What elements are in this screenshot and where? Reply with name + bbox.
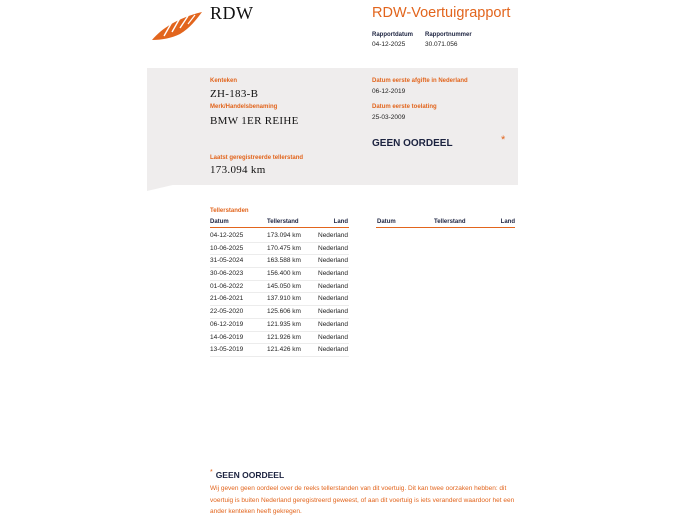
- cell-date: 30-06-2023: [210, 270, 244, 278]
- make-value: BMW 1ER REIHE: [210, 115, 299, 127]
- table-row: [210, 268, 349, 281]
- first-nl-value: 06-12-2019: [372, 88, 406, 95]
- table1-header-odometer: Tellerstand: [267, 219, 299, 225]
- table-row: [210, 255, 349, 268]
- cell-country: Nederland: [318, 333, 348, 341]
- cell-odometer: 121.926 km: [267, 333, 301, 341]
- cell-date: 31-05-2024: [210, 257, 244, 265]
- cell-odometer: 137.910 km: [267, 295, 301, 303]
- first-nl-label: Datum eerste afgifte in Nederland: [372, 78, 468, 84]
- readings-table: [210, 230, 349, 357]
- report-number-label: Rapportnummer: [425, 32, 472, 38]
- cell-odometer: 170.475 km: [267, 244, 301, 252]
- verdict-text: GEEN OORDEEL: [372, 138, 453, 149]
- cell-country: Nederland: [318, 346, 348, 354]
- vehicle-summary-panel: [147, 68, 518, 185]
- table-row: [210, 332, 349, 345]
- cell-country: Nederland: [318, 295, 348, 303]
- report-date-value: 04-12-2025: [372, 41, 406, 48]
- cell-date: 14-06-2019: [210, 333, 244, 341]
- cell-date: 22-05-2020: [210, 308, 244, 316]
- rdw-logo-icon: [150, 10, 205, 42]
- table-row: [210, 344, 349, 357]
- note-title-text: GEEN OORDEEL: [215, 470, 285, 480]
- first-admission-label: Datum eerste toelating: [372, 104, 437, 110]
- table1-header-date: Datum: [210, 219, 229, 225]
- cell-date: 13-05-2019: [210, 346, 244, 354]
- cell-date: 06-12-2019: [210, 320, 244, 328]
- plate-value: ZH-183-B: [210, 88, 259, 100]
- report-number-value: 30.071.056: [425, 41, 458, 48]
- table1-header-country: Land: [333, 219, 348, 225]
- table1-header-divider: [210, 227, 349, 228]
- cell-country: Nederland: [318, 308, 348, 316]
- cell-country: Nederland: [318, 244, 348, 252]
- cell-country: Nederland: [318, 320, 348, 328]
- odometer-value: 173.094 km: [210, 164, 266, 176]
- cell-odometer: 163.588 km: [267, 257, 301, 265]
- cell-date: 01-06-2022: [210, 282, 244, 290]
- table-row: [210, 243, 349, 256]
- table2-header-odometer: Tellerstand: [434, 219, 466, 225]
- cell-country: Nederland: [318, 232, 348, 239]
- plate-label: Kenteken: [210, 78, 238, 84]
- cell-country: Nederland: [318, 257, 348, 265]
- document-title: RDW-Voertuigrapport: [372, 5, 511, 21]
- make-label: Merk/Handelsbenaming: [210, 104, 278, 110]
- table2-header-divider: [376, 227, 515, 228]
- panel-tab-decoration: [147, 184, 177, 191]
- cell-date: 21-06-2021: [210, 295, 244, 303]
- cell-date: 10-06-2025: [210, 244, 244, 252]
- cell-country: Nederland: [318, 282, 348, 290]
- cell-odometer: 173.094 km: [267, 232, 301, 239]
- table-row: [210, 319, 349, 332]
- table-row: [210, 281, 349, 294]
- table2-header-date: Datum: [377, 219, 396, 225]
- cell-odometer: 156.400 km: [267, 270, 301, 278]
- table-row: [210, 230, 349, 243]
- cell-odometer: 125.606 km: [267, 308, 301, 316]
- note-text: Wij geven geen oordeel over de reeks tellerstanden van dit voertuig. Dit kan twee oorzaken hebben: dit voertuig is buiten Nederland geregistreerd geweest, of aan dit voertuig is iets veranderd waardoor het een ander kenteken heeft gekregen.: [210, 485, 515, 515]
- cell-date: 04-12-2025: [210, 232, 244, 239]
- cell-odometer: 121.426 km: [267, 346, 301, 354]
- table-row: [210, 293, 349, 306]
- table-row: [210, 306, 349, 319]
- cell-odometer: 121.935 km: [267, 320, 301, 328]
- cell-odometer: 145.050 km: [267, 282, 301, 290]
- verdict-asterisk: *: [501, 134, 506, 146]
- cell-country: Nederland: [318, 270, 348, 278]
- odometer-label: Laatst geregistreerde tellerstand: [210, 155, 304, 161]
- first-admission-value: 25-03-2009: [372, 114, 406, 121]
- readings-title: Tellerstanden: [210, 208, 249, 214]
- note-title: [210, 470, 284, 480]
- report-date-label: Rapportdatum: [372, 32, 413, 38]
- brand-name: RDW: [210, 3, 254, 23]
- note-asterisk: *: [210, 469, 213, 476]
- table2-header-country: Land: [500, 219, 515, 225]
